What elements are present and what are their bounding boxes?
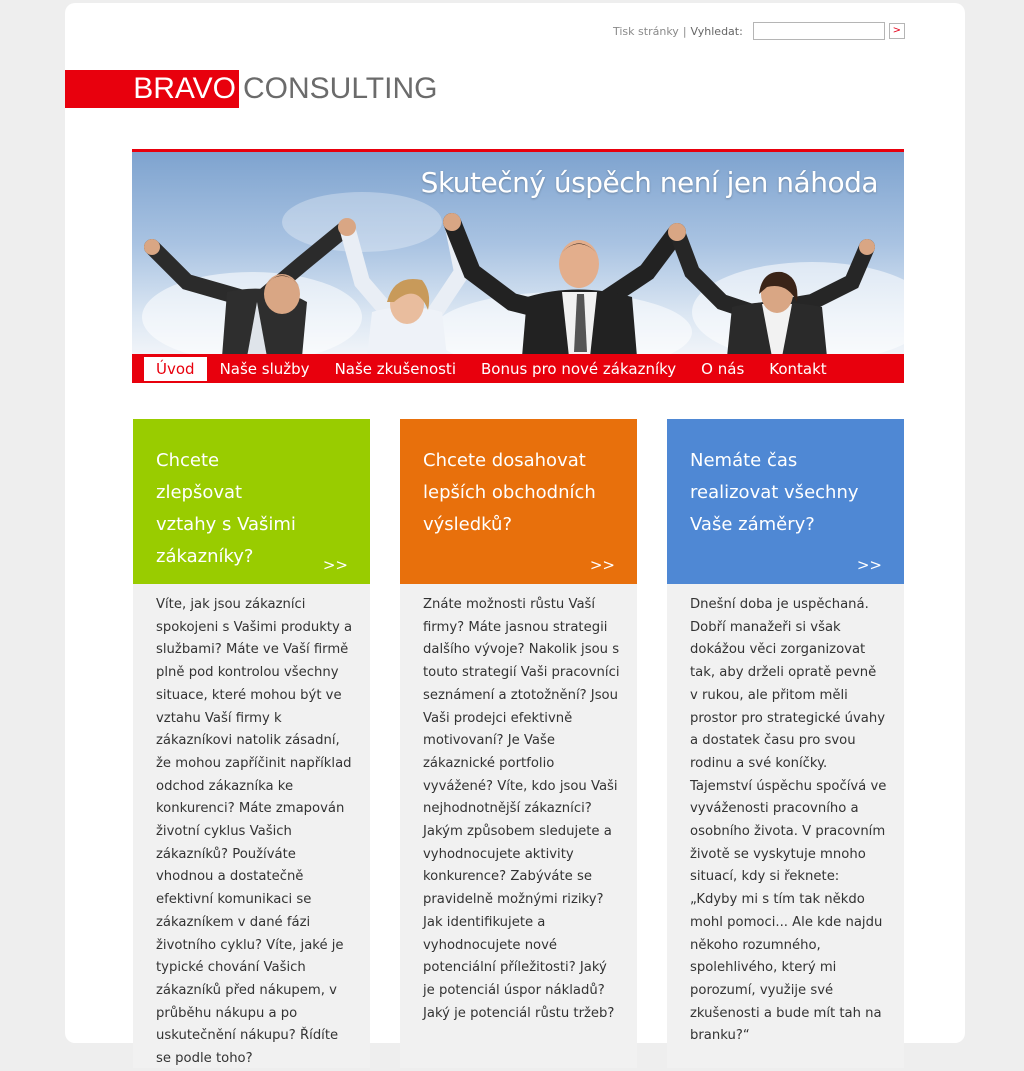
nav-item-nase-sluzby[interactable]: Naše služby [219,359,310,378]
feature-text: Dnešní doba je uspěchaná. Dobří manažeři si však dokážou věci zorganizovat tak, aby drželi opratě pevně v rukou, ale přitom měli prostor pro strategické úvahy a dostatek času pro svou rodinu a své koníčky. Tajemství úspěchu spočívá ve vyváženosti pracovního a osobního života. V pracovním životě se vyskytuje mnoho situací, kdy si řeknete: „Kdyby mi s tím tak někdo mohl pomoci... Ale kde najdu někoho rozumného, spolehlivého, který mi porozumí, využije své zkušenosti a bude mít tah na branku?“ [667,584,904,1068]
banner-headline: Skutečný úspěch není jen náhoda [420,166,878,199]
nav-item-kontakt[interactable]: Kontakt [769,359,827,378]
page-container [65,3,965,1067]
more-arrow-link[interactable]: >> [589,556,615,574]
feature-text: Znáte možnosti růstu Vaší firmy? Máte jasnou strategii dalšího vývoje? Nakolik jsou s touto strategií Vaši pracovníci seznámení a ztotožnění? Jsou Vaši prodejci efektivně motivovaní? Je Vaše zákaznické portfolio vyvážené? Víte, kdo jsou Vaši nejhodnotnější zákazníci? Jakým způsobem sledujete a vyhodnocujete aktivity konkurence? Zabýváte se pravidelně možnými riziky? Jak identifikujete a vyhodnocujete nové potenciální příležitosti? Jaký je potenciál úspor nákladů? Jaký je potenciál růstu tržeb? [400,584,637,1068]
search-submit-button[interactable]: > [889,23,905,39]
feature-question: Nemáte čas realizovat všechny Vaše záměry? [690,450,859,535]
nav-item-uvod[interactable]: Úvod [144,357,207,381]
feature-column-time [667,419,904,1068]
feature-box-time[interactable] [667,419,904,584]
logo-consulting: CONSULTING [243,72,438,105]
feature-question: Chcete zlepšovat vztahy s Vašimi zákazníky? [156,450,296,567]
logo[interactable] [65,70,437,108]
search-input[interactable] [753,22,885,40]
search-label: Vyhledat: [690,24,743,38]
print-page-link[interactable]: Tisk stránky [613,24,679,38]
nav-item-bonus[interactable]: Bonus pro nové zákazníky [480,359,677,378]
main-navigation [132,354,904,383]
feature-text: Víte, jak jsou zákazníci spokojeni s Vašimi produkty a službami? Máte ve Vaší firmě plně pod kontrolou všechny situace, které mohou být ve vztahu Vaší firmy k zákazníkovi natolik zásadní, že mohou zapříčinit například odchod zákazníka ke konkurenci? Máte zmapován životní cyklus Vašich zákazníků? Používáte vhodnou a dostatečně efektivní komunikaci se zákazníkem v dané fázi životního cyklu? Víte, jaké je typické chování Vašich zákazníků před nákupem, v průběhu nákupu a po uskutečnění nákupu? Řídíte se podle toho? [133,584,370,1068]
feature-box-relations[interactable] [133,419,370,584]
utility-separator: | [682,24,687,38]
feature-box-results[interactable] [400,419,637,584]
utility-bar [613,21,905,41]
feature-question: Chcete dosahovat lepších obchodních výsledků? [423,450,596,535]
feature-column-results [400,419,637,1068]
nav-item-nase-zkusenosti[interactable]: Naše zkušenosti [334,359,456,378]
hero-banner [132,149,904,357]
feature-column-relations [133,419,370,1068]
more-arrow-link[interactable]: >> [856,556,882,574]
logo-bravo: BRAVO [65,70,239,108]
nav-item-o-nas[interactable]: O nás [701,359,745,378]
more-arrow-link[interactable]: >> [322,556,348,574]
